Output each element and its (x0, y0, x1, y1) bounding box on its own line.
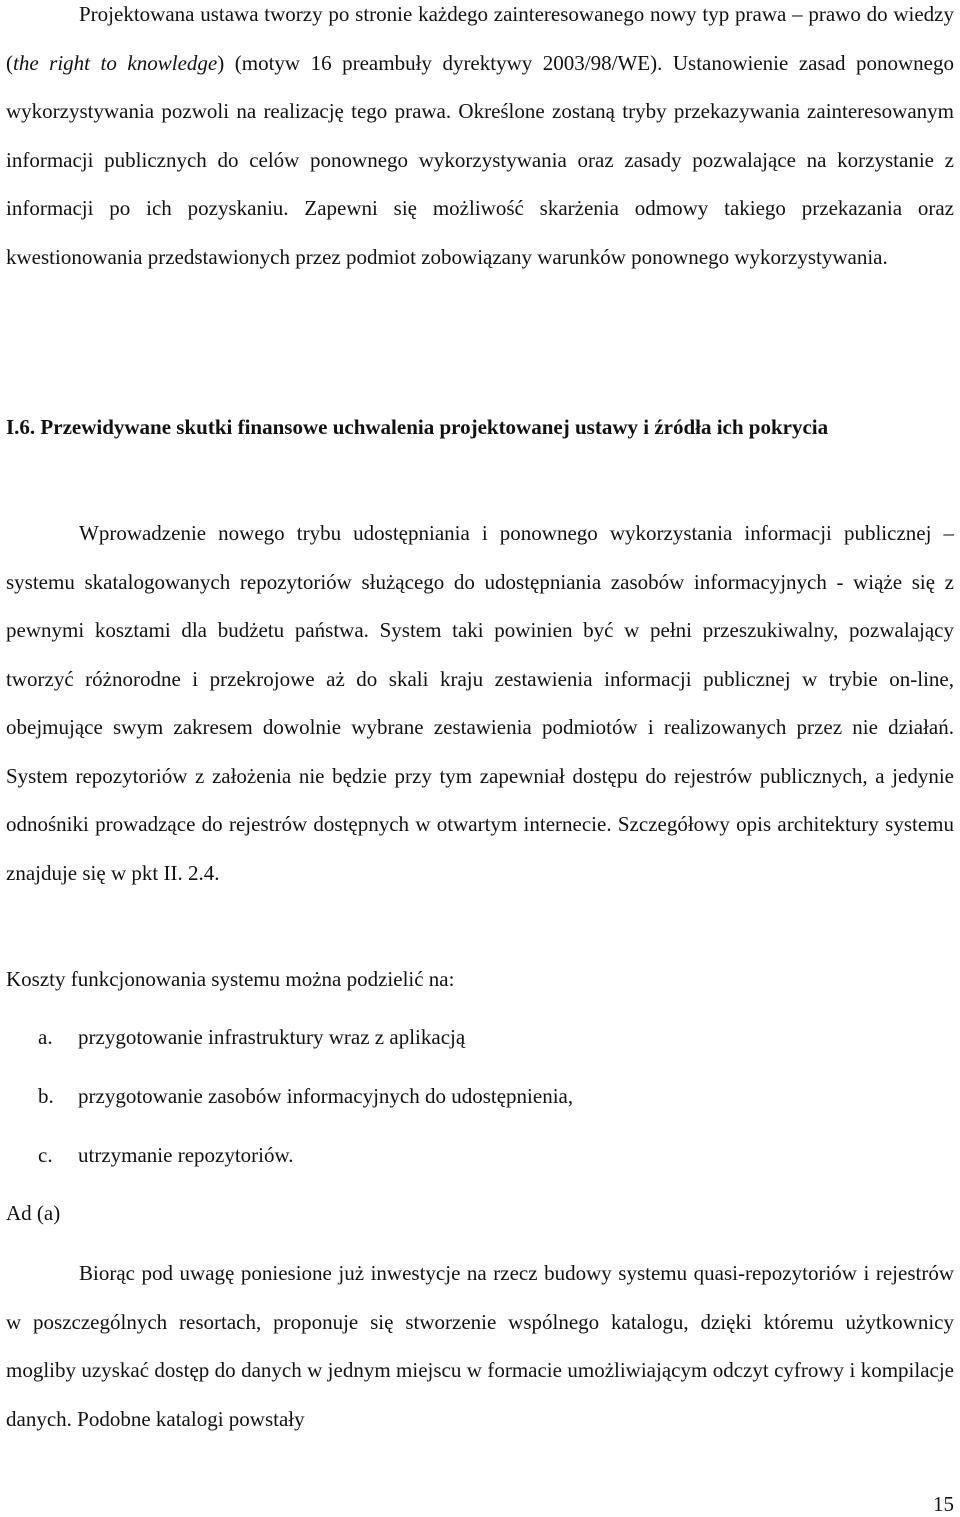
list-marker: c. (38, 1143, 53, 1167)
list-item (38, 1022, 465, 1052)
paragraph-1-pre: prawo do wiedzy ( (6, 2, 954, 75)
paragraph-costs-description: Wprowadzenie nowego trybu udostępniania i ponownego wykorzystania informacji publicznej – systemu skatalogowanych repozytoriów służącego do udostępniania zasobów informacyjnych - wiąże się z pewnymi kosztami dla budżetu państwa. System taki powinien być w pełni przeszukiwalny, pozwalający tworzyć różnorodne i przekrojowe aż do skali kraju zestawienia informacji publicznej w trybie on-line, obejmujące swym zakresem dowolnie wybrane zestawienia podmiotów i realizowanych przez nie działań. System repozytoriów z założenia nie będzie przy tym zapewniał dostępu do rejestrów publicznych, a jedynie odnośniki prowadzące do rejestrów dostępnych w otwartym internecie. Szczegółowy opis architektury systemu znajduje się w pkt II. 2.4. (6, 521, 954, 885)
list-item-text: przygotowanie infrastruktury wraz z aplikacją (78, 1025, 466, 1049)
paragraph-1-rest: ) (motyw 16 preambuły dyrektywy 2003/98/WE). Ustanowienie zasad ponownego wykorzystywania pozwoli na realizację tego prawa. Określone zostaną tryby przekazywania zainteresowanym informacji publicznych do celów ponownego wykorzystywania oraz zasady pozwalające na korzystanie z informacji po ich pozyskaniu. Zapewni się możliwość skarżenia odmowy takiego przekazania oraz kwestionowania przedstawionych przez podmiot zobowiązany warunków ponownego wykorzystywania. (6, 50, 955, 269)
list-item-text: utrzymanie repozytoriów. (78, 1143, 294, 1167)
list-marker: b. (38, 1084, 54, 1108)
ad-label: Ad (a) (6, 1201, 61, 1225)
list-item-text: przygotowanie zasobów informacyjnych do udostępnienia, (78, 1084, 574, 1108)
paragraph-1-italic: the right to knowledge (13, 50, 218, 75)
paragraph-right-to-knowledge (6, 0, 954, 281)
list-item (38, 1140, 294, 1170)
paragraph-catalog: Biorąc pod uwagę poniesione już inwestycje na rzecz budowy systemu quasi-repozytoriów i rejestrów w poszczególnych resortach, proponuje się stworzenie wspólnego katalogu, dzięki któremu użytkownicy mogliby uzyskać dostęp do danych w jednym miejscu w formacie umożliwiającym odczyt cyfrowy i kompilacje danych. Podobne katalogi powstały (6, 1261, 954, 1431)
page-number: 15 (933, 1492, 954, 1516)
list-marker: a. (38, 1025, 53, 1049)
list-item (38, 1081, 573, 1111)
paragraph-1-line-1: Projektowana ustawa tworzy po stronie każdego zainteresowanego nowy typ prawa – (79, 2, 803, 26)
section-heading: I.6. Przewidywane skutki finansowe uchwalenia projektowanej ustawy i źródła ich pokrycia (6, 415, 829, 439)
costs-intro: Koszty funkcjonowania systemu można podzielić na: (6, 967, 455, 991)
